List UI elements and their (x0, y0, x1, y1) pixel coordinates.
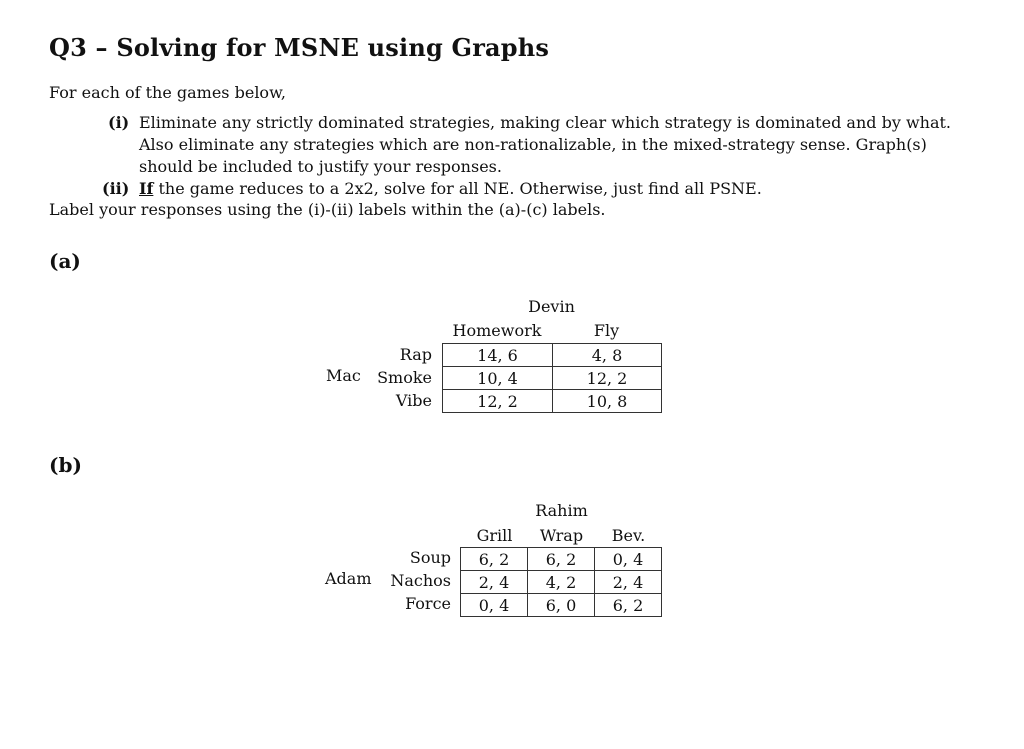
payoff-cell: 4, 8 (553, 344, 662, 367)
instruction-ii-if-word: If (139, 179, 154, 198)
payoff-cell: 10, 8 (553, 390, 662, 413)
instruction-ii-rest: the game reduces to a 2x2, solve for all NE. Otherwise, just find all PSNE. (153, 179, 762, 198)
payoff-cell: 0, 4 (461, 594, 528, 617)
payoff-cell: 4, 2 (528, 571, 595, 594)
payoff-cell: 14, 6 (443, 344, 553, 367)
instruction-i-line-1: Eliminate any strictly dominated strategies, making clear which strategy is dominated and by what. (139, 113, 951, 132)
game-b-col-header: Wrap (539, 526, 584, 545)
game-a-col-header: Fly (593, 321, 620, 340)
game-a-col-header: Homework (452, 321, 542, 340)
payoff-cell: 6, 2 (595, 594, 662, 617)
game-b-row (461, 594, 662, 617)
payoff-cell: 12, 2 (553, 367, 662, 390)
game-a-row-player: Mac (326, 366, 361, 385)
game-a-row-label: Vibe (395, 391, 432, 410)
game-b-payoff-matrix (460, 547, 662, 617)
payoff-cell: 6, 2 (461, 548, 528, 571)
instruction-i-line-2: Also eliminate any strategies which are non-rationalizable, in the mixed-strategy sense. Graph(s) (139, 135, 927, 154)
instruction-i-line-3: should be included to justify your responses. (139, 157, 502, 176)
section-label-b: (b) (49, 453, 82, 477)
payoff-cell: 6, 0 (528, 594, 595, 617)
section-label-a: (a) (49, 249, 81, 273)
instruction-ii-number: (ii) (102, 179, 130, 198)
game-b-row (461, 571, 662, 594)
game-b-col-header: Bev. (611, 526, 646, 545)
page-title: Q3 – Solving for MSNE using Graphs (49, 33, 550, 62)
game-b-row-label: Soup (409, 548, 451, 567)
payoff-cell: 10, 4 (443, 367, 553, 390)
game-b-row-player: Adam (325, 569, 372, 588)
payoff-cell: 2, 4 (461, 571, 528, 594)
payoff-cell: 6, 2 (528, 548, 595, 571)
intro-text: For each of the games below, (49, 83, 286, 102)
game-a-row-label: Smoke (377, 368, 432, 387)
instruction-i-number: (i) (108, 113, 130, 132)
game-b-row (461, 548, 662, 571)
payoff-cell: 0, 4 (595, 548, 662, 571)
payoff-cell: 2, 4 (595, 571, 662, 594)
game-b-col-header: Grill (476, 526, 513, 545)
game-b-col-player: Rahim (535, 501, 588, 520)
game-a-row-label: Rap (399, 345, 432, 364)
game-b-row-label: Force (405, 594, 451, 613)
game-b-row-label: Nachos (390, 571, 451, 590)
game-a-col-player: Devin (528, 297, 575, 316)
payoff-cell: 12, 2 (443, 390, 553, 413)
label-note: Label your responses using the (i)-(ii) labels within the (a)-(c) labels. (49, 200, 606, 219)
